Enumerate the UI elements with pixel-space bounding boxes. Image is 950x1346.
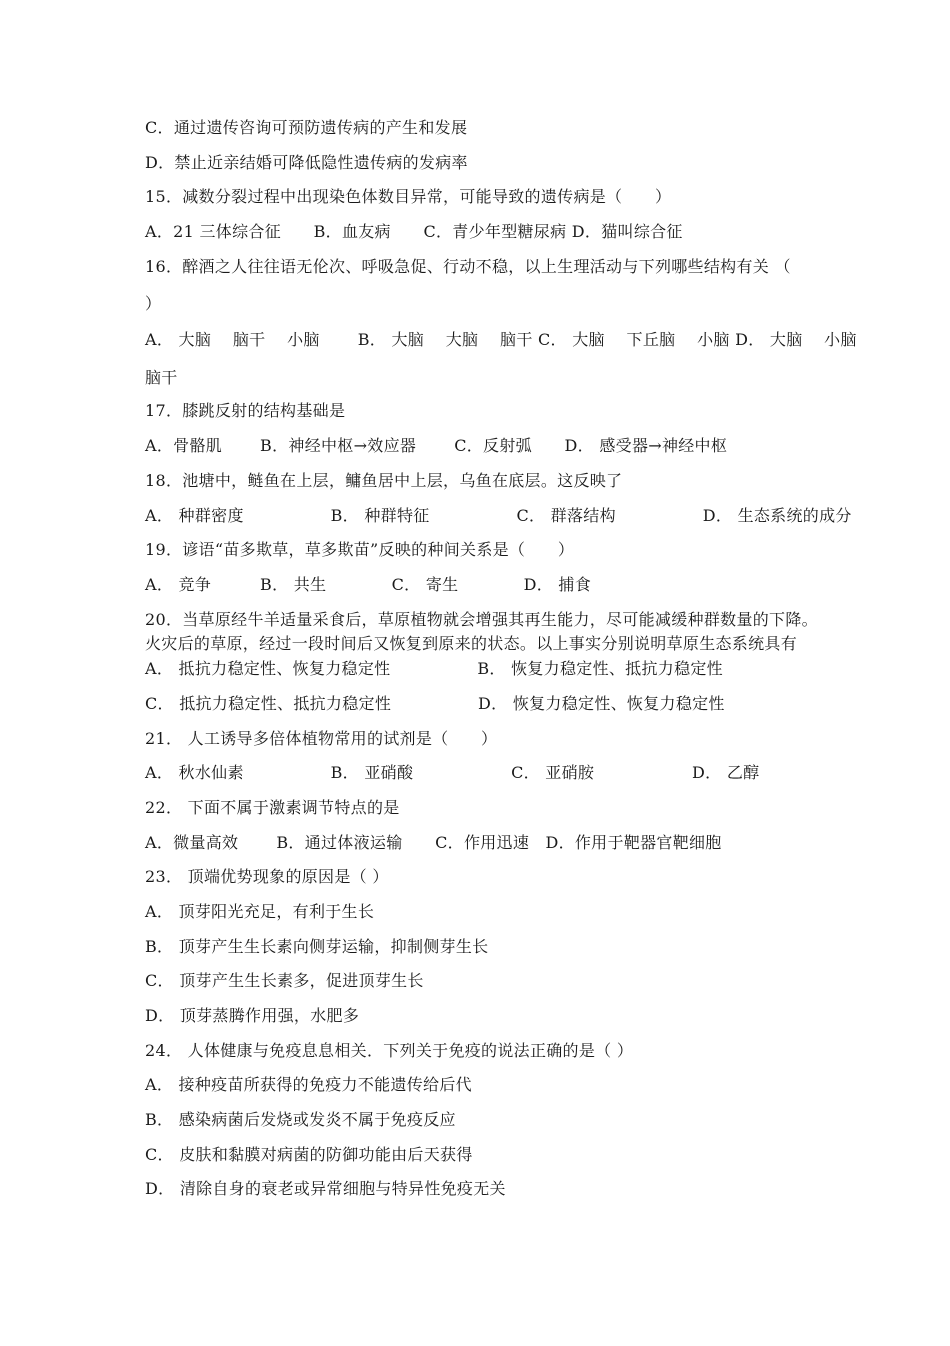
option-d-q23: D． 顶芽蒸腾作用强，水肥多 [145,1006,360,1025]
options-q19: A． 竞争 B． 共生 C． 寄生 D． 捕食 [145,575,592,594]
question-17: 17．膝跳反射的结构基础是 [145,401,346,420]
question-23: 23． 顶端优势现象的原因是（ ） [145,867,389,886]
options-q20-cd: C． 抵抗力稳定性、抵抗力稳定性 D． 恢复力稳定性、恢复力稳定性 [145,694,725,713]
option-b-q23: B． 顶芽产生生长素向侧芽运输，抑制侧芽生长 [145,937,489,956]
options-q20-ab: A． 抵抗力稳定性、恢复力稳定性 B． 恢复力稳定性、抵抗力稳定性 [145,659,723,678]
question-21: 21． 人工诱导多倍体植物常用的试剂是（ ） [145,729,498,748]
option-c-q24: C． 皮肤和黏膜对病菌的防御功能由后天获得 [145,1145,473,1164]
question-16: 16．醉酒之人往往语无伦次、呼吸急促、行动不稳，以上生理活动与下列哪些结构有关 （ [145,257,791,276]
question-19: 19．谚语“苗多欺草，草多欺苗”反映的种间关系是（ ） [145,540,575,559]
question-18: 18．池塘中，鲢鱼在上层，鳙鱼居中上层，乌鱼在底层。这反映了 [145,471,623,490]
options-q15: A．21 三体综合征 B．血友病 C．青少年型糖尿病 D．猫叫综合征 [145,222,683,241]
option-a-q24: A． 接种疫苗所获得的免疫力不能遗传给后代 [145,1075,472,1094]
option-d-q24: D． 清除自身的衰老或异常细胞与特异性免疫无关 [145,1179,506,1198]
options-q16-continued: 脑干 [145,368,178,387]
option-a-q23: A． 顶芽阳光充足，有利于生长 [145,902,375,921]
options-q16: A． 大脑 脑干 小脑 B． 大脑 大脑 脑干 C． 大脑 下丘脑 小脑 D． 大脑 小脑 [145,330,857,349]
option-d-q14: D．禁止近亲结婚可降低隐性遗传病的发病率 [145,153,468,172]
options-q21: A． 秋水仙素 B． 亚硝酸 C． 亚硝胺 D． 乙醇 [145,763,760,782]
option-c-q14: C．通过遗传咨询可预防遗传病的产生和发展 [145,118,468,137]
question-24: 24． 人体健康与免疫息息相关．下列关于免疫的说法正确的是（ ） [145,1041,634,1060]
question-16-continued: ） [145,294,162,313]
options-q22: A．微量高效 B．通过体液运输 C．作用迅速 D．作用于靶器官靶细胞 [145,833,722,852]
question-20: 20．当草原经牛羊适量采食后，草原植物就会增强其再生能力，尽可能减缓种群数量的下降。 [145,610,818,629]
question-20-continued: 火灾后的草原，经过一段时间后又恢复到原来的状态。以上事实分别说明草原生态系统具有 [145,634,798,653]
option-b-q24: B． 感染病菌后发烧或发炎不属于免疫反应 [145,1110,456,1129]
option-c-q23: C． 顶芽产生生长素多，促进顶芽生长 [145,971,424,990]
options-q17: A．骨骼肌 B．神经中枢→效应器 C．反射弧 D． 感受器→神经中枢 [145,436,728,455]
question-22: 22． 下面不属于激素调节特点的是 [145,798,400,817]
question-15: 15．减数分裂过程中出现染色体数目异常，可能导致的遗传病是（ ） [145,187,672,206]
options-q18: A． 种群密度 B． 种群特征 C． 群落结构 D． 生态系统的成分 [145,506,852,525]
